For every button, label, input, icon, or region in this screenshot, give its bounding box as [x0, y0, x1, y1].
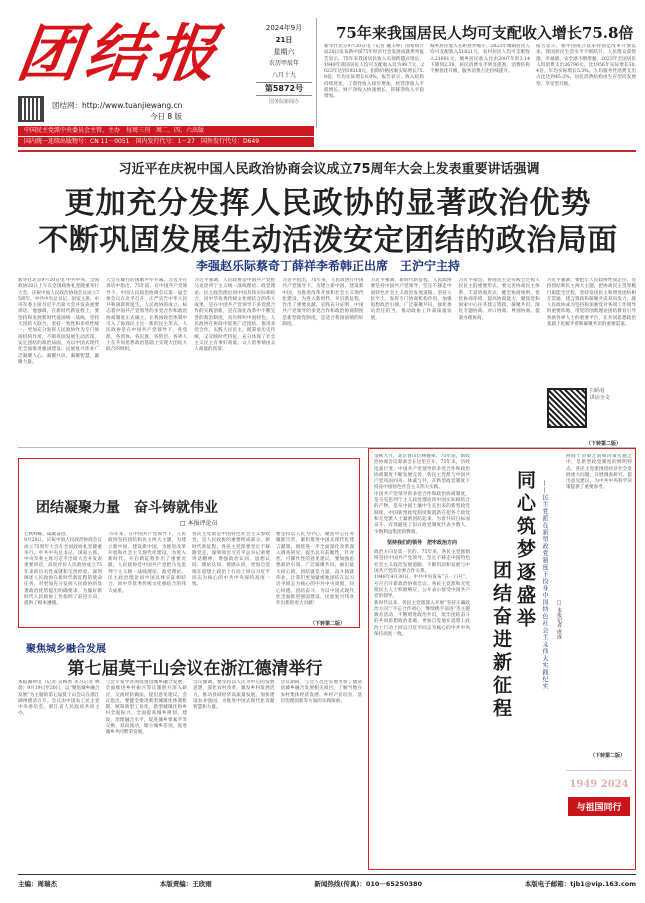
- badge-years: 1949 2024: [569, 779, 629, 790]
- badge-text: 与祖国同行: [568, 797, 630, 816]
- bottom-col: 本报湖州电（记者 吴梅香 见习记者 林晨）9月19日至20日，以“聚焦城乡融合发展”为主题的第七届莫干山会议在浙江湖州德清召开。会议由中国农工民主党中央委员会、浙江省人民政府共同主办。: [18, 680, 100, 717]
- editorial-col: [276, 532, 354, 624]
- editorial-continued: （下转第二版）: [310, 621, 346, 627]
- footer-phone: 新闻热线(传真)：010－65250380: [314, 880, 423, 888]
- special-p: 金秋九月，北京香山层林叠翠。75年前，新政治协商会议筹备会在这里召开。75年来，历经沧桑巨变，中国共产党领导的多党合作和政治协商制度不断发展完善，各民主党派与中国共产党风雨同舟、休戚与共，在新型政党制度下投身中国特色社会主义伟大实践。: [374, 454, 470, 491]
- special-subtitle: ——民主党派在新型政党制度下投身中国特色社会主义伟大实践纪实: [541, 480, 548, 690]
- special-p: 1948年4月30日，中共中央发布“五一口号”，号召召开新政治协商会议。各民主党派和无党派民主人士积极响应，公开表示接受中国共产党的领导。: [374, 575, 470, 600]
- anniversary-badge: [566, 770, 632, 862]
- lunar-year: 农历甲辰年: [268, 60, 299, 67]
- lead-body: [18, 278, 636, 440]
- lead-col-last: [547, 278, 636, 440]
- special-p: 政治方向是第一位的。75年来，各民主党派始终坚持中国共产党领导，坚定不移走中国特色社会主义政治发展道路，不断巩固和发展与中国共产党的亲密合作关系。: [374, 550, 470, 575]
- issue-number: 第5872号: [256, 82, 312, 96]
- bottom-body: [18, 680, 362, 868]
- bottom-col: 会议强调，要坚持以人民为中心的发展思想，深化农村改革，激发乡村发展活力，推动县域经济高质量发展，加快建设农业强国，为推进中国式现代化贡献智慧和力量。: [193, 680, 275, 711]
- special-p: 新时代以来，各民主党派深入开展“坚持正确政治方向”“不忘合作初心、继续携手前进”等主题教育活动，不断增进政治共识，筑牢团结奋斗的共同思想政治基础，更加自觉地在思想上政治上行动上同以习近平同志为核心的中共中央保持高度一致。: [374, 600, 470, 638]
- special-title-a[interactable]: 同心筑梦逐盛举: [514, 470, 536, 631]
- editorial-body: [24, 532, 354, 624]
- lunar-date: 八月十九: [271, 72, 296, 79]
- special-section-head: 坚持我们的领导 把牢政治方向: [386, 539, 457, 546]
- special-p: 中国共产党领导的多党合作和政治协商制度，是马克思列宁主义政党理论同中国实际相结合的产物，是从中国土壤中生长出来的新型政党制度。中国新型政党制度新就新在把各个政党和无党派人士紧密团结起来、为着共同目标而奋斗，有效避免了旧式政党制度代表少数人、少数利益集团的弊端。: [374, 491, 470, 535]
- editorial-p: 七秩峥嵘，砥砺奋进。: [24, 532, 70, 537]
- top-story-col: 城乡居民收入差距逐步缩小。2023年城镇居民人均可支配收入51821元，农村居民人均可支配收入21691元，城乡居民收入比由2007年的3.14下降到2.39。居民消费水平明显提高，消费结构不断优化升级，服务消费占比持续提升。: [430, 44, 530, 75]
- top-story-col: 新华社北京9月20日电（记者 魏玉坤）国家统计局20日发布新中国75年经济社会发展成就系列报告显示，75年来我国居民收入实现跨越式增长，1949年我国居民人均可支配收入仅为49.7元，2023年达到39218元，扣除价格因素实际增长75.8倍，年均实际增长6.0%。报告显示，收入结构持续优化，工资性收入稳步增加，经营净收入平稳增长，财产净收入快速增长，转移净收入平稳增加。: [324, 44, 424, 100]
- editorial-p: 团结就是力量，奋斗铸就伟业。让我们更加紧密地团结在以习近平同志为核心的中共中央周围，同心同德、团结奋斗，为以中国式现代化全面推进强国建设、民族复兴伟业作出新的更大贡献！: [276, 569, 354, 607]
- lead-continued: （下转第二版）: [586, 441, 622, 447]
- editorial-title[interactable]: 团结凝聚力量 奋斗铸就伟业: [36, 500, 218, 516]
- site-url[interactable]: 团结网：http://www.tuanjiewang.cn: [52, 101, 183, 110]
- editorial-p: 要坚持以人民为中心，聚焦中心任务履职尽责，紧扣推进中国式现代化建言献策，围绕进一步全面深化改革深入调查研究，提出具有前瞻性、针对性、可操作性的意见建议。要加强思想政治引领，广泛凝聚共识，画出最大同心圆。: [276, 532, 354, 575]
- lead-col: 习近平指出，协商民主是实践全过程人民民主的重要形式。要完善协商民主体系，丰富协商形式，健全协商规则，优化协商环境，提高协商能力，聚焦党和国家中心任务建言资政、凝聚共识，深化专题协商、对口协商、界别协商、提案办理协商。: [458, 278, 540, 321]
- lead-col: 新华社北京9月20日电 中共中央、全国政协20日上午在全国政协礼堂隆重举行大会，庆祝中国人民政治协商会议成立75周年。中共中央总书记、国家主席、中央军委主席习近平出席大会并发表重要讲话。他强调，在新时代新征程上，要坚持和发展新时代爱国统一战线，坚持大团结大联合，坚持一致性和多样性统一，更加充分发挥人民政协作为专门协商机构作用，不断巩固发展生动活泼、安定团结的政治局面，为以中国式现代化全面推进强国建设、民族复兴伟业广泛凝聚人心、凝聚共识、凝聚智慧、凝聚力量。: [18, 278, 100, 365]
- lead-col: 习近平强调，新时代新征程，人民政协要坚持中国共产党领导，坚定不移走中国特色社会主义政治发展道路，坚持人民至上，发挥专门协商机构作用，加强思想政治引领，广泛凝聚共识，强化委员责任担当，推动政协工作高质量发展。: [370, 278, 452, 321]
- special-continued: （下转第二版）: [590, 753, 626, 759]
- lead-col-text: 习近平强调，要把牢人民政协性质定位，坚持团结和民主两大主题，把协商民主贯穿履行职能全过程，坚持发扬民主和增进团结相互贯通、建言资政和凝聚共识双向发力，使人民政协成为坚持和加强党对各项工作领导的重要阵地、用党的创新理论团结教育引导各族各界人士的重要平台、在共同思想政治基础上化解矛盾和凝聚共识的重要渠道。: [546, 278, 636, 328]
- date-panel: [256, 22, 312, 124]
- special-col: [374, 454, 470, 862]
- date-year: 2024年9月: [265, 24, 303, 32]
- headline-line1[interactable]: 更加充分发挥人民政协的显著政治优势: [64, 186, 592, 221]
- editorial-col: [24, 532, 102, 624]
- headline-line2[interactable]: 不断巩固发展生动活泼安定团结的政治局面: [38, 223, 618, 258]
- lead-col: 大会在雄壮的国歌声中开幕。习近平在讲话中指出，75年前，在中国共产党领导下，中国人民政治协商会议第一届全体会议在北平召开，庄严宣告中华人民共和国即将诞生。人民政协的成立，标志着中国共产党领导的多党合作和政治协商制度正式确立，在我国政治体制中引入了协商民主这一新的民主形式。人民政协是在中国共产党领导下，各党派、各团体、各民族、各阶层、各界人士在共同思想政治基础上实现大团结大联合的组织。: [106, 278, 188, 353]
- qr-code: [18, 96, 44, 122]
- special-title-b[interactable]: 团结奋进新征程: [490, 560, 512, 721]
- top-story-body: [324, 44, 636, 148]
- top-story-title[interactable]: 75年来我国居民人均可支配收入增长75.8倍: [336, 24, 634, 42]
- special-col: 协商于决策之前和决策实施之中，是新型政党制度的鲜明特点。各民主党派围绕经济社会发展重大问题，开展调查研究，提出意见建议，为中共中央科学决策提供了重要参考。: [566, 454, 632, 491]
- lead-col: 习近平指出，75年来，人民政协在中国共产党领导下，为建立新中国、建设新中国，为推进改革开放和社会主义现代化建设，为进入新时代、开启新征程，作出了重要贡献。实践充分证明，中国共产党领导的多党合作和政治协商制度是新型政党制度，是适合我国国情的好制度。: [282, 278, 364, 328]
- editorial-col: 75年来，在中国共产党领导下，人民政协坚持团结和民主两大主题，为建立新中国、建设新中国，为推进改革开放和社会主义现代化建设，为进入新时代、开启新征程作出了重要贡献。人民政协是中国共产党把马克思列宁主义统一战线理论、政党理论、民主政治理论同中国具体实际相结合、同中华优秀传统文化相结合的伟大成果。: [108, 532, 186, 594]
- page-count: 今日 8 版: [150, 112, 183, 121]
- headline-sub: 李强赵乐际蔡奇丁薛祥李希韩正出席 王沪宁主持: [195, 259, 460, 273]
- footer-duty: 本版责编：王欣雨: [159, 880, 212, 888]
- special-author: □ 本报记者 唐成: [556, 600, 562, 640]
- qr-speech[interactable]: [547, 388, 587, 428]
- issue-desc: 国务院新闻办: [268, 99, 299, 105]
- headline-kicker: 习近平在庆祝中国人民政治协商会议成立75周年大会上发表重要讲话强调: [118, 162, 540, 177]
- bottom-col: 与会专家学者围绕推进城乡融合发展、全面推进乡村振兴等议题展开深入研讨，交流经验做法，提出意见建议。会议指出，要健全推进新型城镇化体制机制，统筹新型工业化、新型城镇化和乡村全面振兴，全面提高城乡规划、建设、治理融合水平，促进城乡要素平等交换、双向流动，缩小城乡差别，促进城乡共同繁荣发展。: [105, 680, 187, 736]
- bottom-col: 会议期间，与会人员还实地考察了德清县城乡融合发展相关项目，了解当地在农村集体经济发展、乡村产业培育、基层治理创新等方面的实践探索。: [280, 680, 362, 704]
- footer-email[interactable]: 本版电子邮箱：tjb1@vip.163.com: [524, 880, 636, 888]
- editorial-p: 9月20日，庆祝中国人民政治协商会议成立75周年大会在全国政协礼堂隆重举行。中共中央总书记、国家主席、中央军委主席习近平出席大会并发表重要讲话，高度评价人民政协成立75年来的历史性成就和宝贵经验，深刻阐述人民政协在新时代新征程的使命任务，对更加充分发挥人民政协的显著政治优势提出明确要求，为做好新时代人民政协工作指明了前进方向、提供了根本遵循。: [24, 538, 102, 607]
- footer-editor: 主编：周瑞杰: [18, 880, 57, 888]
- top-story-col: 报告显示，新中国成立以来特别是改革开放以来，我国居民生活水平不断跃升，人民群众获得感、幸福感、安全感不断增强。2023年全国居民人均消费支出26796元，比1956年实际增长30.4倍，年均实际增长5.3%。人均服务性消费支出占比达到45.2%，居民消费结构由生存型向发展型、享受型升级。: [536, 44, 636, 87]
- special-body-right: [566, 454, 632, 754]
- bottom-title[interactable]: 第七届莫干山会议在浙江德清举行: [67, 659, 323, 679]
- masthead-logo: [12, 17, 250, 96]
- sponsor-bar: 中国民主党派中央委员会主管、主办 每周三刊 周二、四、六出版: [18, 126, 314, 136]
- editorial-col: 各民主党派是中国特色社会主义参政党，是人民政协的重要组成部分。新时代新征程，各民主党派要坚定不移跟党走，深刻领会习近平总书记重要讲话精神，增强政治认同、思想认同、理论认同、情感认同，更加自觉地在思想上政治上行动上同以习近平同志为核心的中共中央保持高度一致。: [192, 532, 270, 588]
- logo-text: 团结报: [12, 17, 228, 90]
- footer: [18, 879, 636, 888]
- special-body-left: [374, 454, 470, 862]
- issn-bar: 国内统一连续出版物号：CN 11－0051 国内发行代号：1－27 国外发行代号：D649: [18, 137, 314, 147]
- bottom-kicker: 聚焦城乡融合发展: [26, 644, 106, 655]
- date-day: 21日: [275, 36, 293, 44]
- weekday: 星期六: [273, 48, 295, 56]
- editorial-author: □ 本报评论员: [180, 520, 218, 527]
- lead-col: 习近平强调，人民政协是中国共产党把马克思列宁主义统一战线理论、政党理论、民主政治理论同中国具体实际相结合、同中华优秀传统文化相结合的伟大成果，是在中国共产党领导下多党派合作的实践创新，是在深化改革中不断完善的政治制度，具有鲜明中国特色。人民政协在协商中促进广泛团结、推进多党合作、实践人民民主，既秉承历史传统，又反映时代特征，充分体现了社会主义民主有事好商量、众人的事情由众人商量的真谛。: [194, 278, 276, 353]
- qr-caption: 扫码看 讲话全文: [589, 388, 610, 401]
